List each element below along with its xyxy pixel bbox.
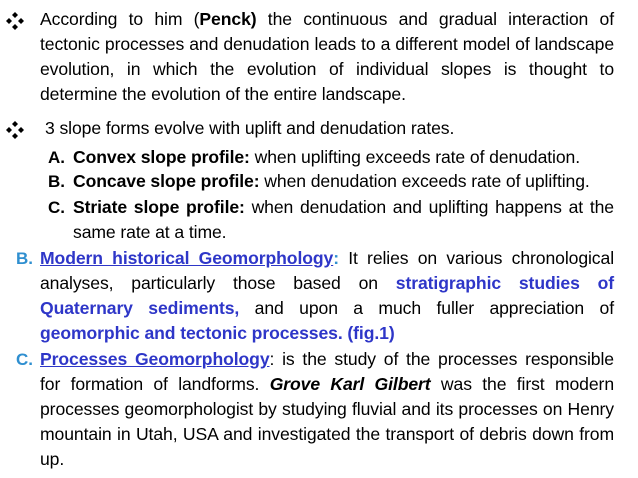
term: Concave slope profile: [73,171,260,191]
list-item-c-cont: same rate at a time. [73,222,227,242]
section-b-title: Modern historical Geomorphology [40,248,334,268]
section-c-marker: C. [16,350,33,369]
list-marker-c: C. [48,198,65,217]
para2-line1: 3 slope forms evolve with uplift and denudation rates. [45,118,455,138]
text: : is the study of the processes responsible [269,349,614,369]
highlight: stratigraphic studies of [395,273,615,293]
list-marker-a: A. [48,148,65,167]
text: when denudation exceeds rate of uplifting. [259,171,590,191]
section-b-line1 [40,246,614,271]
text: analyses, particularly those based on [40,273,396,293]
list-item-b [73,169,590,194]
text: It relies on various chronological [338,248,615,268]
para1-line3: evolution, in which the evolution of individual slopes is thought to [40,59,614,79]
four-diamond-bullet-icon [6,121,24,139]
section-c-line5: up. [40,449,65,469]
term: Striate slope profile: [73,197,245,217]
highlight: geomorphic and tectonic processes. (fig.1) [40,323,395,343]
list-marker-b: B. [48,172,65,191]
penck-name: Penck) [199,9,257,29]
section-b-line3 [40,296,614,321]
section-c-title: Processes Geomorphology [40,349,270,369]
text: According to him ( [40,9,200,29]
section-c-line1 [40,347,614,372]
section-c-line4: mountain in Utah, USA and investigated the transport of debris down from [40,424,614,444]
text: and upon a much fuller appreciation of [239,298,614,318]
text: when denudation and uplifting happens at the [244,197,614,217]
gilbert-name: Grove Karl Gilbert [269,374,431,394]
list-item-a [73,145,580,170]
section-c-line2 [40,372,614,397]
text: was the first modern [430,374,614,394]
para1-line1 [40,7,614,32]
text: for formation of landforms. [40,374,270,394]
list-item-c [73,195,614,220]
section-c-line3: processes geomorphologist by studying fluvial and its processes on Henry [40,399,614,419]
four-diamond-bullet-icon [6,12,24,30]
section-b-line2 [40,271,614,296]
text: the continuous and gradual interaction of [256,9,614,29]
text: when uplifting exceeds rate of denudation. [249,147,581,167]
colon: : [333,248,339,268]
para1-line4: determine the evolution of the entire landscape. [40,84,406,104]
highlight: Quaternary sediments, [40,298,240,318]
para1-line2: tectonic processes and denudation leads to a different model of landscape [40,34,614,54]
section-b-line4 [40,321,395,346]
section-b-marker: B. [16,249,33,268]
term: Convex slope profile: [73,147,250,167]
